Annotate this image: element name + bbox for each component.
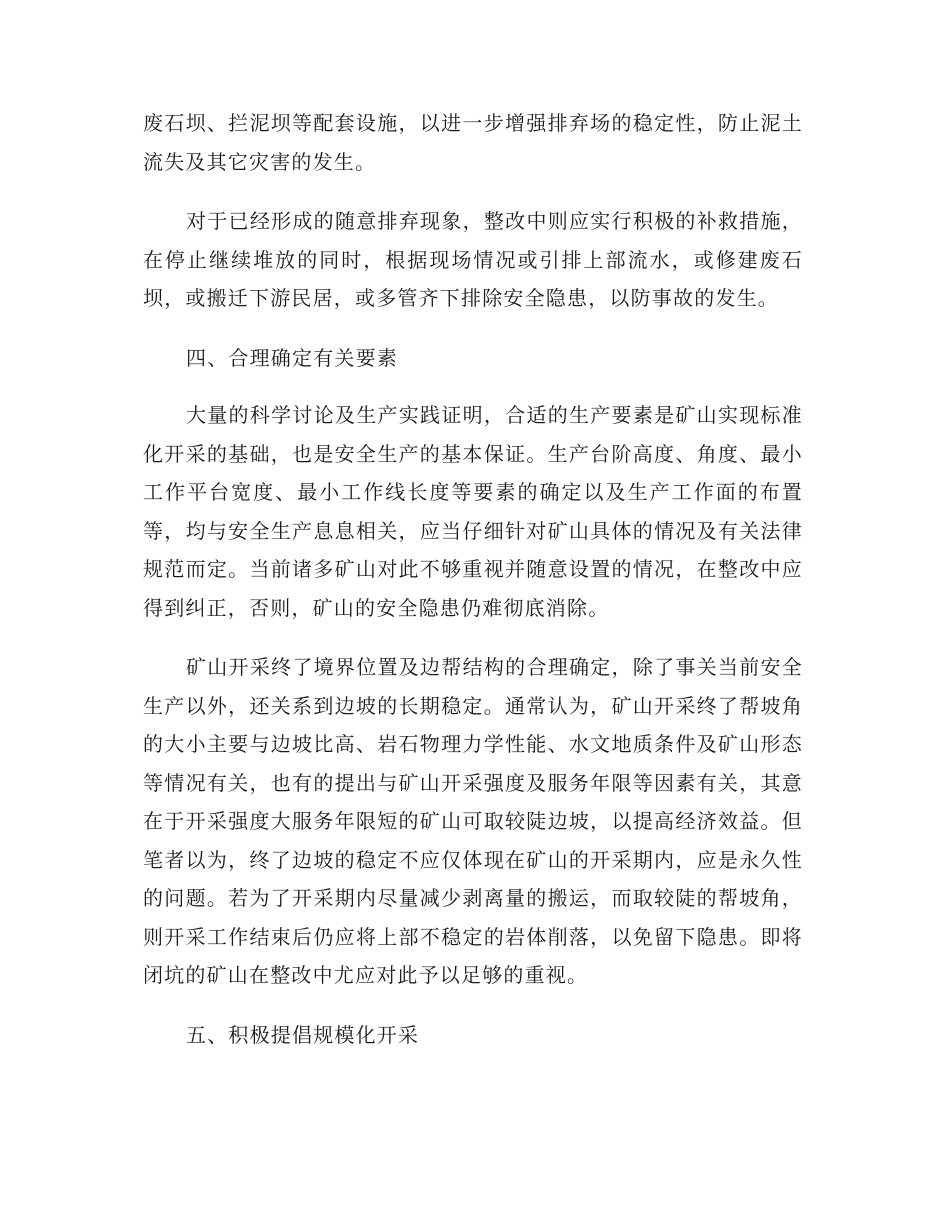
paragraph-continuation: 废石坝、拦泥坝等配套设施，以进一步增强排弃场的稳定性，防止泥土流失及其它灾害的发生。 <box>143 111 803 174</box>
section-heading-4: 四、合理确定有关要素 <box>186 345 398 370</box>
document-body <box>143 104 803 1073</box>
paragraph-final-slope: 矿山开采终了境界位置及边帮结构的合理确定，除了事关当前安全生产以外，还关系到边坡的长期稳定。通常认为，矿山开采终了帮坡角的大小主要与边坡比高、岩石物理力学性能、水文地质条件及矿山形态等情况有关，也有的提出与矿山开采强度及服务年限等因素有关，其意在于开采强度大服务年限短的矿山可取较陡边坡，以提高经济效益。但笔者以为，终了边坡的稳定不应仅体现在矿山的开采期内，应是永久性的问题。若为了开采期内尽量减少剥离量的搬运，而取较陡的帮坡角，则开采工作结束后仍应将上部不稳定的岩体削落，以免留下隐患。即将闭坑的矿山在整改中尤应对此予以足够的重视。 <box>143 655 803 987</box>
paragraph-remedial-measures: 对于已经形成的随意排弃现象，整改中则应实行积极的补救措施，在停止继续堆放的同时，根据现场情况或引排上部流水，或修建废石坝，或搬迁下游民居，或多管齐下排除安全隐患，以防事故的发生。 <box>143 209 803 310</box>
paragraph-production-factors: 大量的科学讨论及生产实践证明，合适的生产要素是矿山实现标准化开采的基础，也是安全生产的基本保证。生产台阶高度、角度、最小工作平台宽度、最小工作线长度等要素的确定以及生产工作面的布置等，均与安全生产息息相关，应当仔细针对矿山具体的情况及有关法律规范而定。当前诸多矿山对此不够重视并随意设置的情况，在整改中应得到纠正，否则，矿山的安全隐患仍难彻底消除。 <box>143 403 803 620</box>
section-heading-5: 五、积极提倡规模化开采 <box>186 1022 420 1047</box>
